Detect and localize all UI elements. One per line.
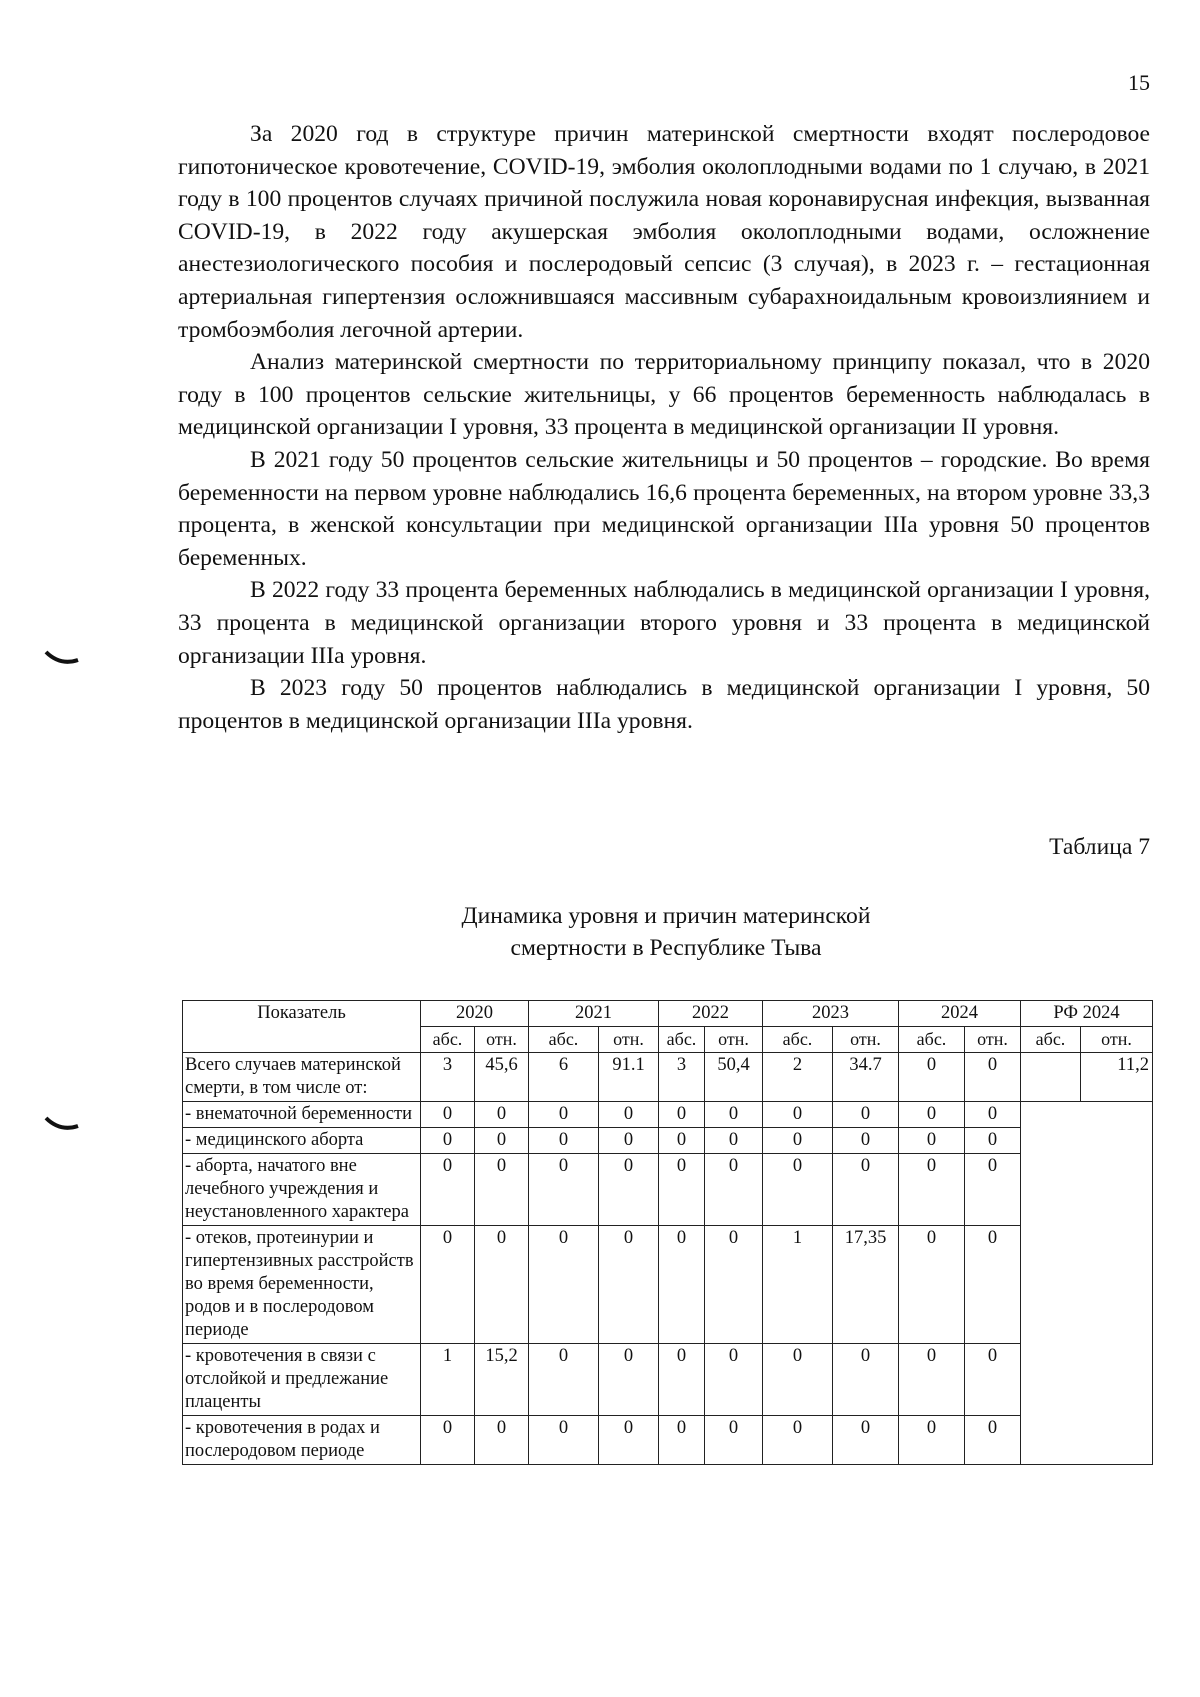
cell-value: 0 bbox=[705, 1128, 763, 1154]
row-label: - медицинского аборта bbox=[183, 1128, 421, 1154]
paragraph: Анализ материнской смертности по территориальному принципу показал, что в 2020 году в 100 процентов сельские жительницы, у 66 процентов беременность наблюдалась в медицинской организации I уровня, 33 процента в медицинской организации II уровня. bbox=[178, 349, 1150, 441]
binding-mark-icon bbox=[44, 648, 80, 670]
rel-header: отн. bbox=[705, 1027, 763, 1053]
cell-value: 0 bbox=[529, 1102, 599, 1128]
cell-value: 0 bbox=[899, 1053, 965, 1102]
page-number: 15 bbox=[1128, 70, 1150, 95]
cell-value: 0 bbox=[705, 1344, 763, 1416]
cell-value: 0 bbox=[899, 1154, 965, 1226]
cell-value: 0 bbox=[529, 1344, 599, 1416]
table-title bbox=[180, 900, 1152, 964]
cell-value: 0 bbox=[899, 1128, 965, 1154]
cell-value: 0 bbox=[529, 1154, 599, 1226]
cell-value: 0 bbox=[965, 1128, 1021, 1154]
cell-value: 45,6 bbox=[475, 1053, 529, 1102]
year-header: 2020 bbox=[421, 1001, 529, 1027]
table-title-line: Динамика уровня и причин материнской bbox=[461, 903, 871, 929]
cell-value: 0 bbox=[965, 1053, 1021, 1102]
cell-value: 0 bbox=[421, 1416, 475, 1465]
rel-header: отн. bbox=[475, 1027, 529, 1053]
year-header: 2021 bbox=[529, 1001, 659, 1027]
cell-value: 0 bbox=[899, 1102, 965, 1128]
header-row-years bbox=[183, 1001, 1153, 1027]
cell-value: 0 bbox=[833, 1416, 899, 1465]
table-title-line: смертности в Республике Тыва bbox=[510, 935, 822, 961]
cell-value: 34.7 bbox=[833, 1053, 899, 1102]
row-label: - внематочной беременности bbox=[183, 1102, 421, 1128]
cell-value: 0 bbox=[659, 1344, 705, 1416]
cell-value: 0 bbox=[421, 1154, 475, 1226]
rel-header: отн. bbox=[965, 1027, 1021, 1053]
cell-value: 0 bbox=[475, 1154, 529, 1226]
table-row bbox=[183, 1344, 1153, 1416]
cell-value: 0 bbox=[833, 1102, 899, 1128]
cell-value: 0 bbox=[763, 1416, 833, 1465]
cell-value: 0 bbox=[899, 1344, 965, 1416]
cell-value: 0 bbox=[965, 1344, 1021, 1416]
binding-mark-icon bbox=[44, 1114, 80, 1136]
rel-header: отн. bbox=[599, 1027, 659, 1053]
row-label: - кровотечения в родах и послеродовом периоде bbox=[183, 1416, 421, 1465]
year-header: РФ 2024 bbox=[1021, 1001, 1153, 1027]
cell-value: 1 bbox=[763, 1226, 833, 1344]
row-label: - аборта, начатого вне лечебного учреждения и неустановленного характера bbox=[183, 1154, 421, 1226]
cell-value: 0 bbox=[599, 1344, 659, 1416]
cell-value: 0 bbox=[529, 1416, 599, 1465]
cell-value: 0 bbox=[475, 1226, 529, 1344]
table-label: Таблица 7 bbox=[1049, 834, 1150, 860]
rel-header: отн. bbox=[1081, 1027, 1153, 1053]
paragraph: В 2021 году 50 процентов сельские жительницы и 50 процентов – городские. Во время беременности на первом уровне наблюдались 16,6 процента беременных, на втором уровне 33,3 процента, в женской консультации при медицинской организации IIIа уровня 50 процентов беременных. bbox=[178, 446, 1150, 571]
year-header: 2023 bbox=[763, 1001, 899, 1027]
cell-value: 0 bbox=[599, 1102, 659, 1128]
cell-value: 0 bbox=[475, 1102, 529, 1128]
cell-value: 0 bbox=[763, 1102, 833, 1128]
year-header: 2022 bbox=[659, 1001, 763, 1027]
cell-value: 3 bbox=[421, 1053, 475, 1102]
row-label: Всего случаев материнской смерти, в том числе от: bbox=[183, 1053, 421, 1102]
cell-value: 0 bbox=[965, 1416, 1021, 1465]
cell-value: 0 bbox=[421, 1226, 475, 1344]
table-row bbox=[183, 1053, 1153, 1102]
cell-value: 0 bbox=[705, 1416, 763, 1465]
paragraph: В 2023 году 50 процентов наблюдались в медицинской организации I уровня, 50 процентов в медицинской организации IIIа уровня. bbox=[178, 675, 1150, 734]
cell-value: 0 bbox=[529, 1128, 599, 1154]
cell-value: 0 bbox=[475, 1128, 529, 1154]
cell-value: 0 bbox=[659, 1416, 705, 1465]
cell-value: 0 bbox=[965, 1226, 1021, 1344]
cell-value: 0 bbox=[421, 1102, 475, 1128]
cell-value: 0 bbox=[705, 1154, 763, 1226]
abs-header: абс. bbox=[899, 1027, 965, 1053]
cell-value: 0 bbox=[899, 1416, 965, 1465]
abs-header: абс. bbox=[421, 1027, 475, 1053]
cell-value: 0 bbox=[599, 1226, 659, 1344]
cell-value: 6 bbox=[529, 1053, 599, 1102]
row-label: - отеков, протеинурии и гипертензивных расстройств во время беременности, родов и в послеродовом периоде bbox=[183, 1226, 421, 1344]
cell-value: 0 bbox=[705, 1102, 763, 1128]
cell-value: 0 bbox=[833, 1154, 899, 1226]
cell-value bbox=[1021, 1053, 1081, 1102]
cell-value: 91.1 bbox=[599, 1053, 659, 1102]
abs-header: абс. bbox=[763, 1027, 833, 1053]
abs-header: абс. bbox=[529, 1027, 599, 1053]
cell-value: 11,2 bbox=[1081, 1053, 1153, 1102]
table-row bbox=[183, 1102, 1153, 1128]
table-row bbox=[183, 1128, 1153, 1154]
cell-value: 1 bbox=[421, 1344, 475, 1416]
table-row bbox=[183, 1154, 1153, 1226]
cell-value: 0 bbox=[659, 1102, 705, 1128]
cell-value: 0 bbox=[705, 1226, 763, 1344]
abs-header: абс. bbox=[1021, 1027, 1081, 1053]
cell-value: 0 bbox=[965, 1154, 1021, 1226]
cell-value: 3 bbox=[659, 1053, 705, 1102]
cell-value: 17,35 bbox=[833, 1226, 899, 1344]
rf-empty-cell bbox=[1021, 1102, 1153, 1465]
cell-value: 0 bbox=[659, 1154, 705, 1226]
cell-value: 0 bbox=[899, 1226, 965, 1344]
cell-value: 0 bbox=[475, 1416, 529, 1465]
cell-value: 0 bbox=[763, 1154, 833, 1226]
body-text bbox=[178, 118, 1150, 737]
cell-value: 0 bbox=[965, 1102, 1021, 1128]
table-row bbox=[183, 1226, 1153, 1344]
cell-value: 2 bbox=[763, 1053, 833, 1102]
cell-value: 0 bbox=[529, 1226, 599, 1344]
cell-value: 0 bbox=[659, 1128, 705, 1154]
table-row bbox=[183, 1416, 1153, 1465]
abs-header: абс. bbox=[659, 1027, 705, 1053]
cell-value: 0 bbox=[599, 1416, 659, 1465]
cell-value: 0 bbox=[599, 1128, 659, 1154]
paragraph: За 2020 год в структуре причин материнской смертности входят послеродовое гипотоническое кровотечение, COVID-19, эмболия околоплодными водами по 1 случаю, в 2021 году в 100 процентов случаях причиной послужила новая коронавирусная инфекция, вызванная COVID-19, в 2022 году акушерская эмболия околоплодными водами, осложнение анестезиологического пособия и послеродовый сепсис (3 случая), в 2023 г. – гестационная артериальная гипертензия осложнившаяся массивным субарахноидальным кровоизлиянием и тромбоэмболия легочной артерии. bbox=[178, 121, 1150, 343]
cell-value: 0 bbox=[599, 1154, 659, 1226]
cell-value: 0 bbox=[763, 1344, 833, 1416]
cell-value: 50,4 bbox=[705, 1053, 763, 1102]
indicator-header: Показатель bbox=[183, 1001, 421, 1053]
paragraph: В 2022 году 33 процента беременных наблюдались в медицинской организации I уровня, 33 процента в медицинской организации второго уровня и 33 процента в медицинской организации IIIа уровня. bbox=[178, 577, 1150, 669]
year-header: 2024 bbox=[899, 1001, 1021, 1027]
row-label: - кровотечения в связи с отслойкой и предлежание плаценты bbox=[183, 1344, 421, 1416]
rel-header: отн. bbox=[833, 1027, 899, 1053]
cell-value: 0 bbox=[763, 1128, 833, 1154]
cell-value: 0 bbox=[659, 1226, 705, 1344]
cell-value: 15,2 bbox=[475, 1344, 529, 1416]
mortality-table bbox=[182, 1000, 1153, 1465]
cell-value: 0 bbox=[833, 1344, 899, 1416]
cell-value: 0 bbox=[833, 1128, 899, 1154]
cell-value: 0 bbox=[421, 1128, 475, 1154]
